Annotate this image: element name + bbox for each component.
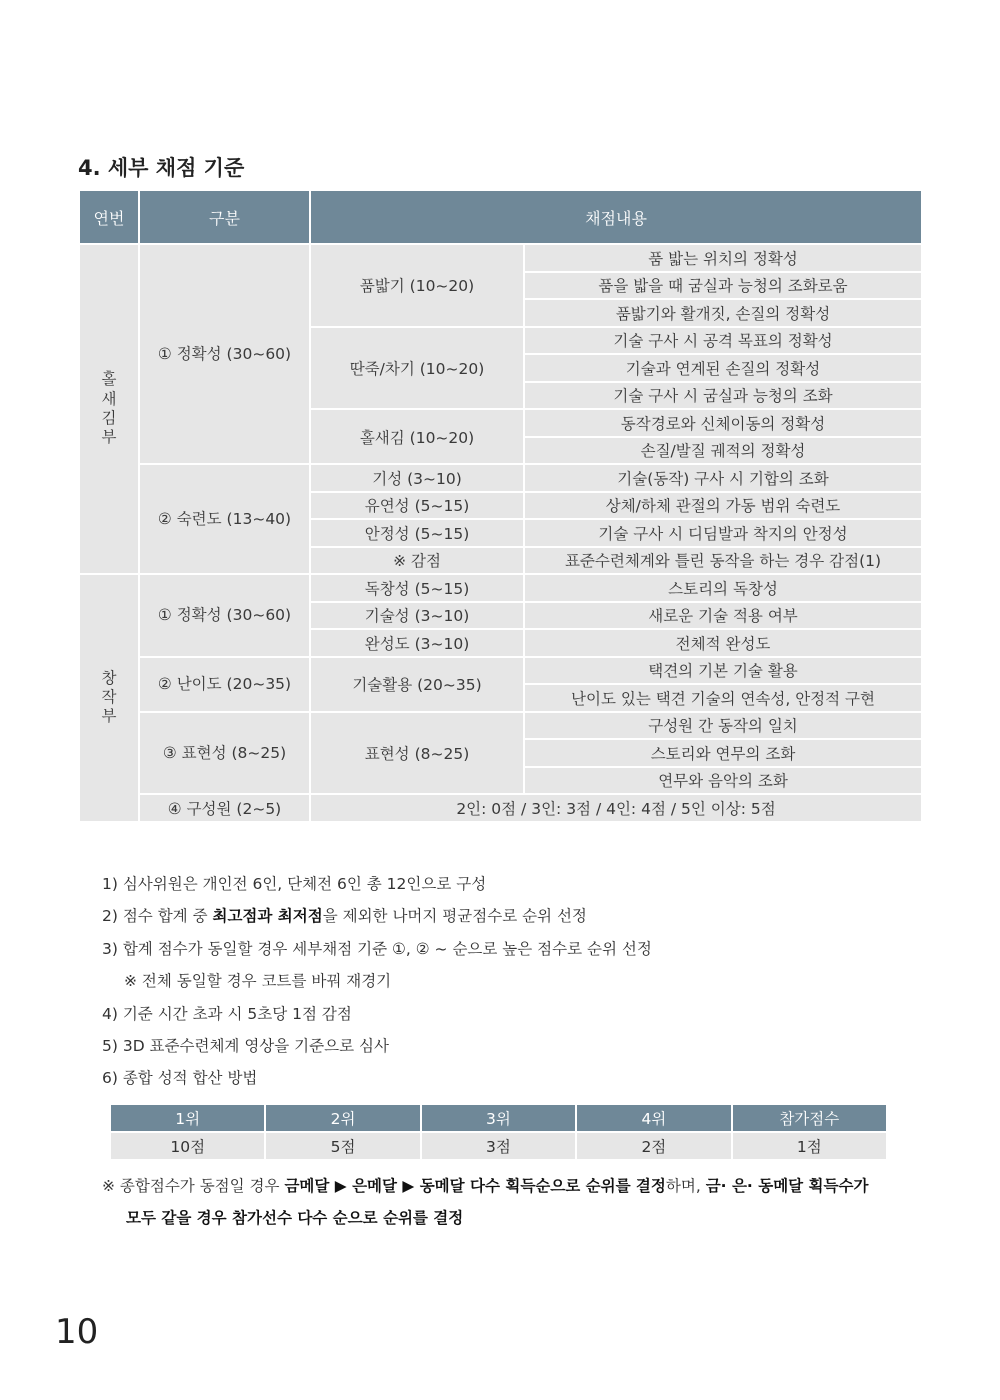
rank-header: 3위 bbox=[421, 1104, 576, 1132]
note-4: 4) 기준 시간 초과 시 5초당 1점 감점 bbox=[102, 1004, 352, 1023]
footnote-line-1: ※ 종합점수가 동점일 경우 금메달 ▶ 은메달 ▶ 동메달 다수 획득순으로 순위를 결정하며, 금· 은· 동메달 획득수가 bbox=[102, 1177, 869, 1195]
category-accuracy: ① 정확성 (30~60) bbox=[139, 574, 310, 657]
category-difficulty: ② 난이도 (20~35) bbox=[139, 657, 310, 712]
scoring-criteria-table bbox=[78, 189, 923, 823]
criteria-item: 품 밟는 위치의 정확성 bbox=[524, 244, 922, 272]
criteria-item: 손질/발질 궤적의 정확성 bbox=[524, 437, 922, 465]
notes-list bbox=[102, 868, 652, 1095]
criteria-item: 새로운 기술 적용 여부 bbox=[524, 602, 922, 630]
criteria-item: 품밟기와 활개짓, 손질의 정확성 bbox=[524, 299, 922, 327]
note-1: 1) 심사위원은 개인전 6인, 단체전 6인 총 12인으로 구성 bbox=[102, 875, 487, 893]
subcategory: 홀새김 (10~20) bbox=[310, 409, 524, 464]
criteria-item: 스토리의 독창성 bbox=[524, 574, 922, 602]
page-number: 10 bbox=[55, 1312, 99, 1352]
subcategory: 기술활용 (20~35) bbox=[310, 657, 524, 712]
subcategory: 유연성 (5~15) bbox=[310, 492, 524, 520]
header-category: 구분 bbox=[139, 190, 310, 244]
criteria-item: 기술 구사 시 공격 목표의 정확성 bbox=[524, 327, 922, 355]
table-row bbox=[79, 657, 922, 685]
rank-value-row bbox=[110, 1132, 887, 1160]
header-number: 연번 bbox=[79, 190, 139, 244]
subcategory: 독창성 (5~15) bbox=[310, 574, 524, 602]
rank-value: 5점 bbox=[265, 1132, 420, 1160]
subcategory: 품밟기 (10~20) bbox=[310, 244, 524, 327]
subcategory: ※ 감점 bbox=[310, 547, 524, 575]
subcategory: 완성도 (3~10) bbox=[310, 629, 524, 657]
rank-value: 1점 bbox=[732, 1132, 887, 1160]
note-6: 6) 종합 성적 합산 방법 bbox=[102, 1069, 258, 1088]
table-header-row bbox=[79, 190, 922, 244]
tiebreak-footnote bbox=[102, 1170, 952, 1234]
table-row bbox=[79, 574, 922, 602]
rank-score-table bbox=[109, 1103, 888, 1161]
criteria-item: 기술(동작) 구사 시 기합의 조화 bbox=[524, 464, 922, 492]
rank-header: 참가점수 bbox=[732, 1104, 887, 1132]
rank-value: 2점 bbox=[576, 1132, 731, 1160]
criteria-item: 연무와 음악의 조화 bbox=[524, 767, 922, 795]
footnote-line-2: 모두 같을 경우 참가선수 다수 순으로 순위를 결정 bbox=[126, 1209, 464, 1227]
note-3: 3) 합계 점수가 동일할 경우 세부채점 기준 ①, ② ~ 순으로 높은 점수로 순위 선정 bbox=[102, 939, 652, 958]
section-title: 4. 세부 채점 기준 bbox=[78, 156, 245, 180]
criteria-item: 표준수련체계와 틀린 동작을 하는 경우 감점(1) bbox=[524, 547, 922, 575]
rank-header: 4위 bbox=[576, 1104, 731, 1132]
header-content: 채점내용 bbox=[310, 190, 922, 244]
criteria-item: 스토리와 연무의 조화 bbox=[524, 739, 922, 767]
subcategory: 표현성 (8~25) bbox=[310, 712, 524, 795]
category-skill: ② 숙련도 (13~40) bbox=[139, 464, 310, 574]
rank-value: 3점 bbox=[421, 1132, 576, 1160]
criteria-item: 기술과 연계된 손질의 정확성 bbox=[524, 354, 922, 382]
rank-header: 1위 bbox=[110, 1104, 265, 1132]
subcategory: 안정성 (5~15) bbox=[310, 519, 524, 547]
criteria-item: 기술 구사 시 굼실과 능청의 조화 bbox=[524, 382, 922, 410]
table-row bbox=[79, 712, 922, 740]
criteria-item: 기술 구사 시 디딤발과 착지의 안정성 bbox=[524, 519, 922, 547]
subcategory: 기술성 (3~10) bbox=[310, 602, 524, 630]
criteria-item: 품을 밟을 때 굼실과 능청의 조화로움 bbox=[524, 272, 922, 300]
rank-header-row bbox=[110, 1104, 887, 1132]
criteria-item: 난이도 있는 택견 기술의 연속성, 안정적 구현 bbox=[524, 684, 922, 712]
category-accuracy: ① 정확성 (30~60) bbox=[139, 244, 310, 464]
category-members: ④ 구성원 (2~5) bbox=[139, 794, 310, 822]
note-5: 5) 3D 표준수련체계 영상을 기준으로 심사 bbox=[102, 1037, 389, 1056]
table-row bbox=[79, 464, 922, 492]
members-scoring: 2인: 0점 / 3인: 3점 / 4인: 4점 / 5인 이상: 5점 bbox=[310, 794, 922, 822]
category-expression: ③ 표현성 (8~25) bbox=[139, 712, 310, 795]
criteria-item: 전체적 완성도 bbox=[524, 629, 922, 657]
group-label-changjak: 창 작 부 bbox=[79, 574, 139, 822]
table-row bbox=[79, 244, 922, 272]
subcategory: 기성 (3~10) bbox=[310, 464, 524, 492]
note-3-sub: ※ 전체 동일할 경우 코트를 바꿔 재경기 bbox=[124, 972, 392, 991]
criteria-item: 구성원 간 동작의 일치 bbox=[524, 712, 922, 740]
group-label-holsaegim: 홀 새 김 부 bbox=[79, 244, 139, 574]
criteria-item: 동작경로와 신체이동의 정확성 bbox=[524, 409, 922, 437]
rank-value: 10점 bbox=[110, 1132, 265, 1160]
criteria-item: 상체/하체 관절의 가동 범위 숙련도 bbox=[524, 492, 922, 520]
note-2: 2) 점수 합계 중 최고점과 최저점을 제외한 나머지 평균점수로 순위 선정 bbox=[102, 907, 587, 926]
rank-header: 2위 bbox=[265, 1104, 420, 1132]
subcategory: 딴죽/차기 (10~20) bbox=[310, 327, 524, 410]
table-row bbox=[79, 794, 922, 822]
criteria-item: 택견의 기본 기술 활용 bbox=[524, 657, 922, 685]
